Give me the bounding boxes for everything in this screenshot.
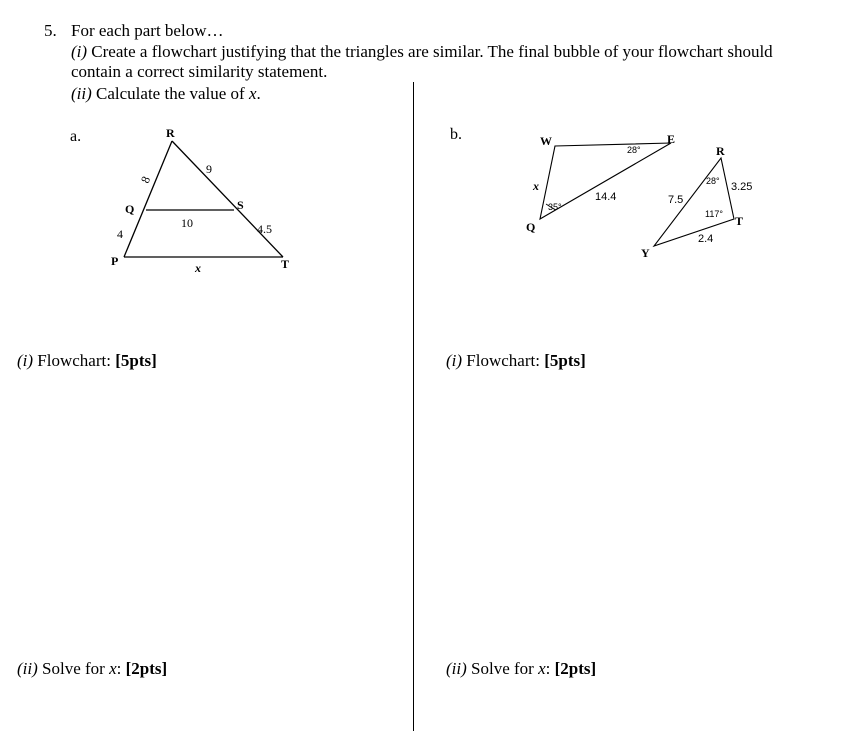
vertex-Y: Y xyxy=(641,246,650,260)
part-a-solve-label xyxy=(17,659,167,679)
measure-ER: 3.25 xyxy=(731,181,753,193)
part-a-solve-text: Solve for xyxy=(37,659,110,678)
question-line-3: contain a correct similarity statement. xyxy=(71,62,328,81)
part-b-solve-prefix: (ii) xyxy=(446,659,467,678)
part-a-solve-var: x xyxy=(109,659,117,678)
measure-WQ: x xyxy=(533,179,539,193)
part-a-solve-points: [2pts] xyxy=(125,659,168,678)
triangle-b-left xyxy=(526,132,675,234)
segment-RP xyxy=(124,141,172,257)
part-b-label: b. xyxy=(450,126,462,143)
part-ii-marker: (ii) xyxy=(71,84,92,103)
vertex-Q-b: Q xyxy=(526,220,536,234)
part-b-solve-colon: : xyxy=(545,659,555,678)
segment-RT xyxy=(172,141,283,257)
angle-R: 28° xyxy=(706,176,720,186)
part-b-solve-text: Solve for xyxy=(466,659,539,678)
measure-QE: 14.4 xyxy=(595,191,617,203)
question-line-4-end: . xyxy=(256,84,261,103)
angle-T: 117° xyxy=(705,209,723,219)
part-b-solve-label xyxy=(446,659,596,679)
part-a-flowchart-text: Flowchart: xyxy=(33,351,116,370)
part-a-solve-prefix: (ii) xyxy=(17,659,38,678)
vertex-S: S xyxy=(237,198,244,212)
part-a-flowchart-points: [5pts] xyxy=(115,351,157,370)
vertex-Q: Q xyxy=(125,202,135,216)
vertex-E: E xyxy=(667,132,676,146)
part-i-marker: (i) xyxy=(71,42,88,61)
part-b-flowchart-label xyxy=(446,351,586,371)
measure-TY: 2.4 xyxy=(698,233,714,245)
triangle-a-figure xyxy=(111,126,289,275)
measure-EY: 7.5 xyxy=(668,194,684,206)
part-b-solve-var: x xyxy=(538,659,546,678)
vertex-R-b: R xyxy=(716,144,725,158)
question-line-2-text: Create a flowchart justifying that the triangles are similar. The final bubble of your flowchart should xyxy=(87,42,773,61)
part-a-flowchart-prefix: (i) xyxy=(17,351,34,370)
vertex-P: P xyxy=(111,254,119,268)
part-b-flowchart-points: [5pts] xyxy=(544,351,586,370)
part-a-flowchart-label xyxy=(17,351,157,371)
measure-ST: 4.5 xyxy=(257,222,272,236)
measure-QS: 10 xyxy=(181,216,193,230)
angle-E: 28° xyxy=(627,145,641,155)
vertex-T-b: T xyxy=(735,214,744,228)
measure-PT: x xyxy=(195,261,201,275)
vertex-R: R xyxy=(166,126,175,140)
question-line-4-var: x xyxy=(248,84,257,103)
part-b-solve-points: [2pts] xyxy=(554,659,597,678)
part-b-flowchart-prefix: (i) xyxy=(446,351,463,370)
question-number: 5. xyxy=(44,21,57,40)
question-line-4-text: Calculate the value of xyxy=(91,84,249,103)
question-line-1: For each part below… xyxy=(71,21,224,40)
measure-PQ: 4 xyxy=(117,227,123,241)
vertex-T: T xyxy=(281,257,290,271)
triangle-b-right xyxy=(641,144,752,260)
part-a-label: a. xyxy=(70,128,82,145)
angle-Q: 35° xyxy=(548,202,562,212)
triangle-RTY xyxy=(654,158,734,246)
measure-QR: 8 xyxy=(137,174,154,186)
measure-RS: 9 xyxy=(206,162,212,176)
part-b-flowchart-text: Flowchart: xyxy=(462,351,545,370)
part-a-solve-colon: : xyxy=(116,659,126,678)
vertex-W: W xyxy=(540,134,552,148)
